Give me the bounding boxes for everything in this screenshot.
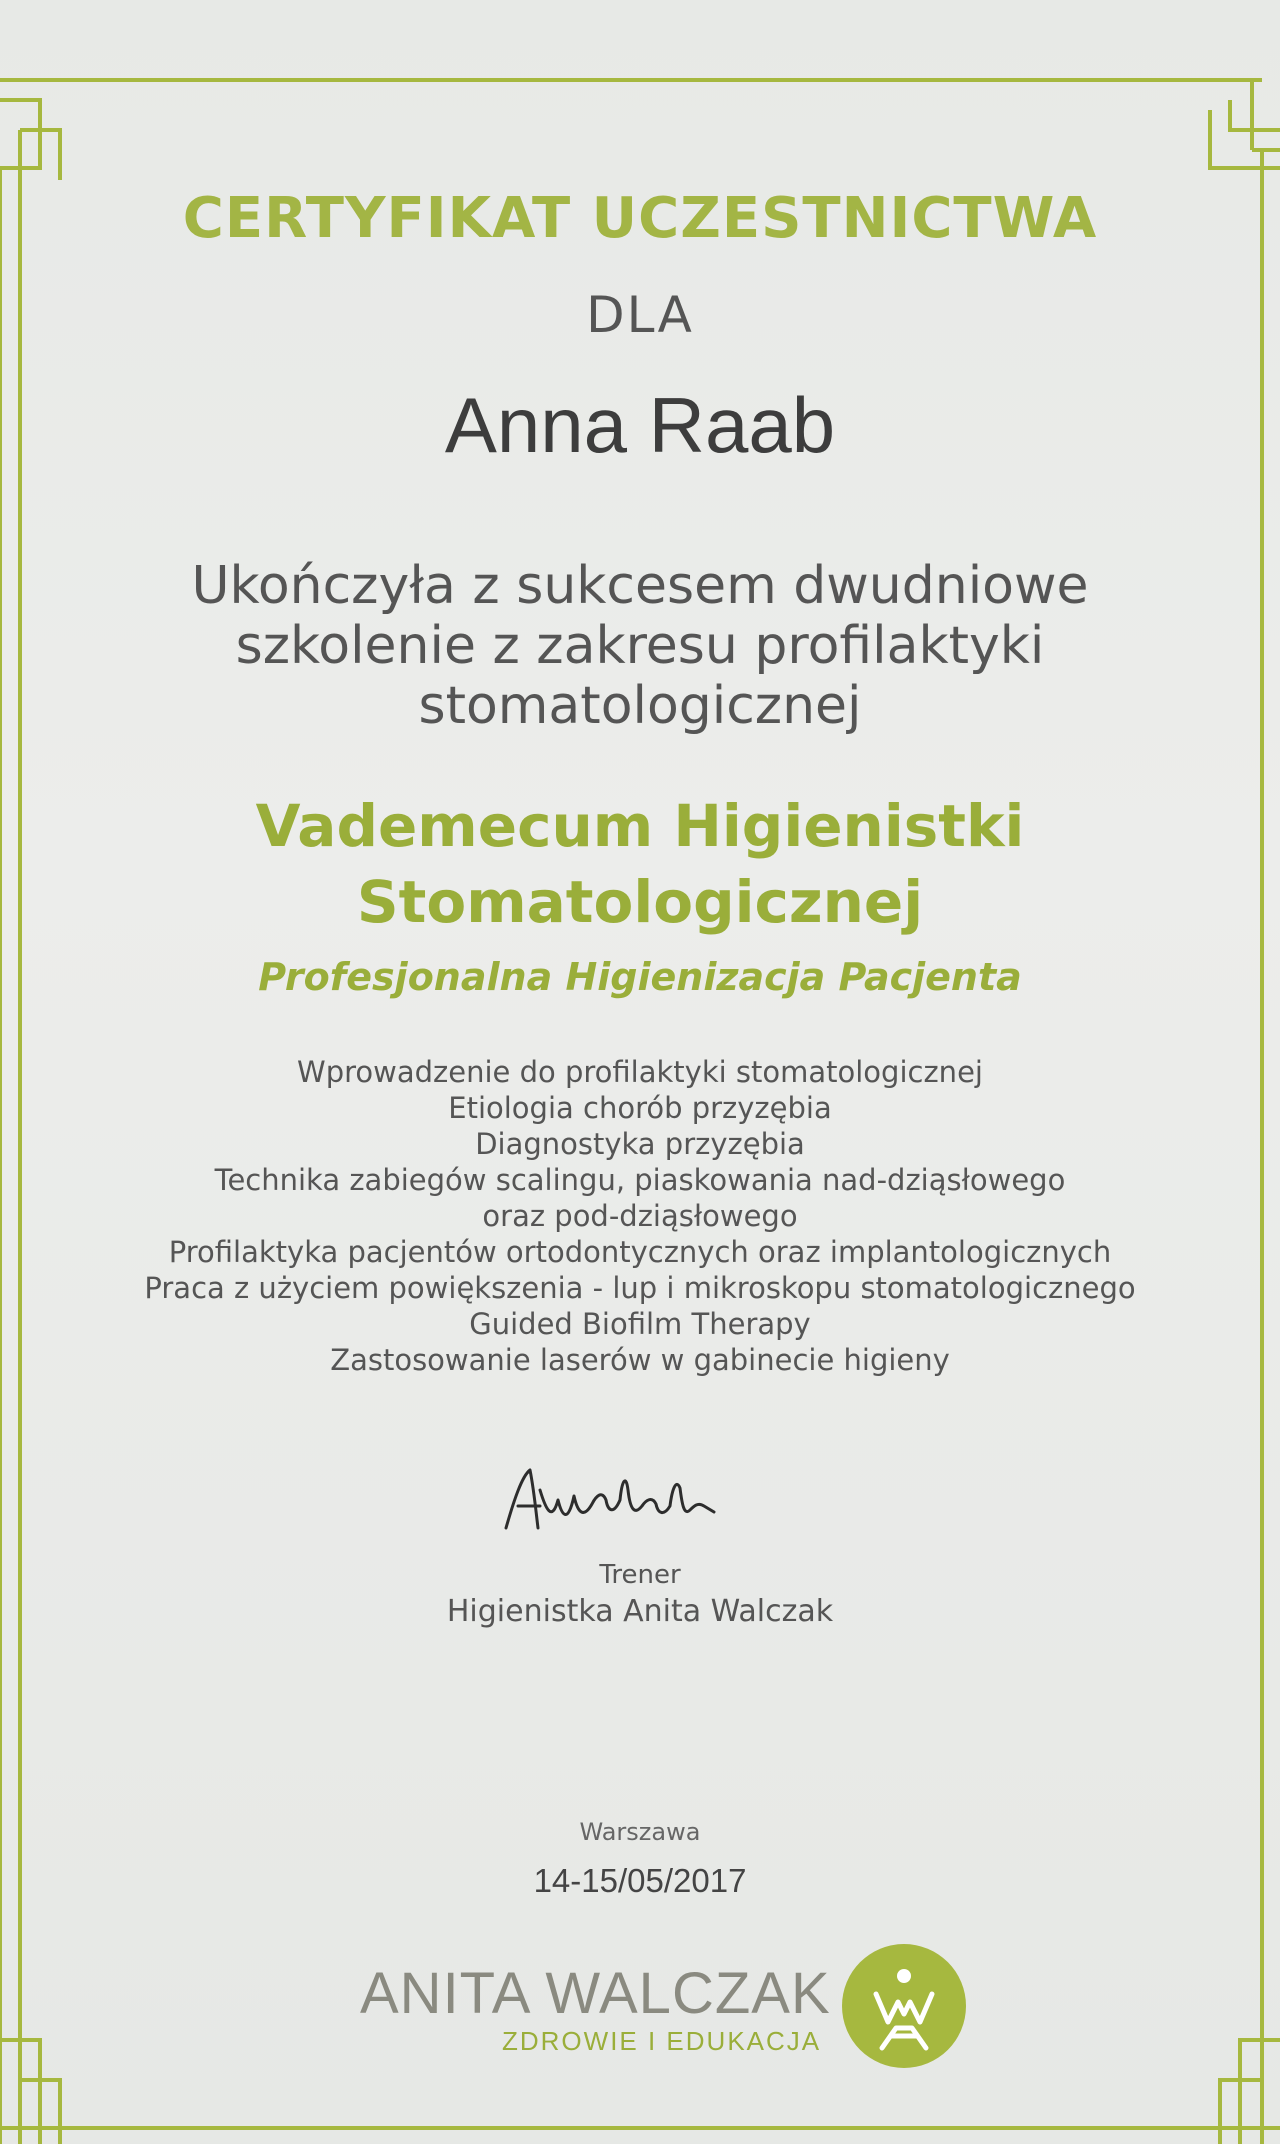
certificate-title: CERTYFIKAT UCZESTNICTWA (182, 186, 1098, 251)
topic-item: oraz pod-dziąsłowego (482, 1199, 798, 1233)
topic-item: Etiologia chorób przyzębia (448, 1091, 832, 1125)
course-subtitle: Profesjonalna Higienizacja Pacjenta (258, 955, 1022, 999)
location: Warszawa (579, 1818, 701, 1846)
recipient-name: Anna Raab (444, 381, 836, 469)
topic-item: Guided Biofilm Therapy (469, 1307, 811, 1341)
topics-list (0, 1054, 1280, 1378)
intro-line: szkolenie z zakresu profilaktyki (235, 616, 1045, 676)
trainer-role: Trener (599, 1560, 681, 1590)
intro-line: Ukończyła z sukcesem dwudniowe (191, 556, 1089, 616)
completion-statement (0, 556, 1280, 736)
course-date: 14-15/05/2017 (533, 1862, 747, 1899)
brand-tagline: ZDROWIE I EDUKACJA (502, 2026, 822, 2056)
course-title (0, 788, 1280, 940)
course-title-line: Stomatologicznej (356, 868, 924, 936)
trainer-signature (500, 1460, 760, 1540)
topic-item: Technika zabiegów scalingu, piaskowania nad-dziąsłowego (214, 1163, 1066, 1197)
topic-item: Profilaktyka pacjentów ortodontycznych oraz implantologicznych (168, 1235, 1112, 1269)
aw-monogram-icon (842, 1944, 966, 2068)
topic-item: Zastosowanie laserów w gabinecie higieny (330, 1343, 950, 1377)
intro-line: stomatologicznej (418, 676, 862, 736)
brand-name: ANITA WALCZAK (360, 1961, 831, 2026)
course-title-line: Vademecum Higienistki (255, 792, 1025, 860)
topic-item: Praca z użyciem powiększenia - lup i mikroskopu stomatologicznego (144, 1271, 1136, 1305)
trainer-name: Higienistka Anita Walczak (446, 1594, 834, 1629)
for-label: DLA (586, 286, 694, 344)
topic-item: Diagnostyka przyzębia (475, 1127, 805, 1161)
topic-item: Wprowadzenie do profilaktyki stomatologicznej (297, 1055, 983, 1089)
